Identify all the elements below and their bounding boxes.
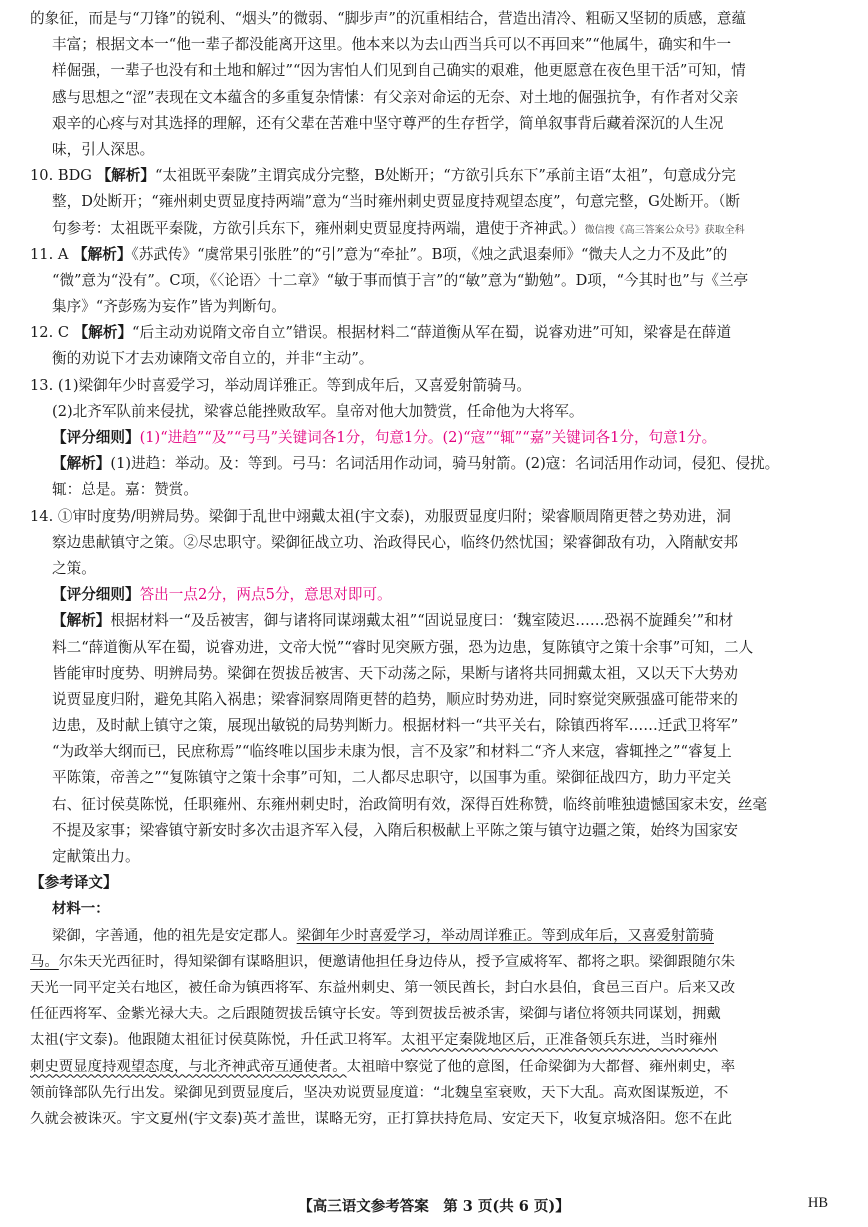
analysis-text: “太祖既平秦陇”主谓宾成分完整，B处断开；“方欲引兵东下”承前主语“太祖”，句意成分完 xyxy=(154,167,736,185)
text-line: (2)北齐军队前来侵扰，梁睿总能挫败敌军。皇帝对他大加赞赏，任命他为大将军。 xyxy=(52,402,584,420)
text-line: 边患，及时献上镇守之策，展现出敏锐的局势判断力。根据材料一“共平关右，除镇西将军……迁武卫将军” xyxy=(52,717,739,735)
text-line: 不提及家事；梁睿镇守新安时多次击退齐军入侵，入隋后积极献上平陈之策与镇守边疆之策，始终为国家安 xyxy=(52,821,738,839)
text-line xyxy=(30,216,838,242)
text-line: 味，引人深思。 xyxy=(52,140,155,158)
analysis-tag: 【解析】 xyxy=(73,324,133,342)
translation-text: 尔朱天光西征时，得知梁御有谋略胆识，便邀请他担任身边侍从，授予宣威将军、都将之职。梁御跟随尔朱 xyxy=(58,953,736,970)
text-line: 样倔强，一辈子也没有和土地和解过”“因为害怕人们见到自己确实的艰难，他更愿意在夜色里干活”可知，情 xyxy=(52,62,746,80)
scoring-tag: 【评分细则】 xyxy=(52,429,140,446)
text-line: 丰富；根据文本一“他一辈子都没能离开这里。他本来以为去山西当兵可以不再回来”“他属牛，确实和牛一 xyxy=(52,36,732,54)
analysis-text: 句参考：太祖既平秦陇，方欲引兵东下，雍州刺史贾显度持两端，遣使于齐神武。） xyxy=(52,219,585,237)
text-line: 感与思想之“涩”表现在文本蕴含的多重复杂情愫：有父亲对命运的无奈、对土地的倔强抗争，有作者对父亲 xyxy=(52,88,739,106)
reference-translation xyxy=(30,870,838,1132)
question-number: 10. BDG xyxy=(30,167,92,185)
text-line: 整，D处断开；“雍州刺史贾显度持两端”意为“当时雍州刺史贾显度持观望态度”，句意完整，G处断开。（断 xyxy=(52,193,741,211)
scoring-text: (1)“进趋”“及”“弓马”关键词各1分，句意1分。(2)“寇”“辄”“嘉”关键词各1分，句意1分。 xyxy=(139,429,717,446)
text-line: 艰辛的心疼与对其选择的理解，还有父辈在苦难中坚守尊严的生存哲学，简单叙事背后藏着深沉的人生况 xyxy=(52,114,724,132)
text-line: 说贾显度归附，避免其陷入祸患；梁睿洞察周隋更替的趋势，顺应时势劝进，同时察觉突厥强盛可能带来的 xyxy=(52,690,738,708)
underlined-text: 梁御年少时喜爱学习，举动周详雅正。等到成年后，又喜爱射箭骑 xyxy=(296,927,714,944)
scoring-text: 答出一点2分，两点5分，意思对即可。 xyxy=(139,586,392,604)
text-line: “为政举大纲而已，民庶称焉”“临终唯以国步未康为恨，言不及家”和材料二“齐人来寇，睿辄挫之”“睿复上 xyxy=(52,743,732,761)
text-line: 皆能审时度势、明辨局势。梁御在贺拔岳被害、天下动荡之际，果断与诸将共同拥戴太祖，又以天下大势劝 xyxy=(52,664,738,682)
translation-text: 梁御，字善通，他的祖先是安定郡人。 xyxy=(52,927,297,944)
translation-text: 太祖(宇文泰)。他跟随太祖征讨侯莫陈悦，升任武卫将军。 xyxy=(30,1032,401,1049)
question-11-answer xyxy=(30,242,838,321)
analysis-tag: 【解析】 xyxy=(73,245,132,263)
analysis-text: 根据材料一“及岳被害，御与诸将同谋翊戴太祖”“固说显度曰：‘魏室陵迟……恐祸不旋踵矣’”和材 xyxy=(110,612,734,630)
question-10-answer xyxy=(30,163,838,242)
translation-text: 太祖暗中察觉了他的意图，任命梁御为大都督、雍州刺史，率 xyxy=(346,1058,736,1075)
question-14-answer xyxy=(30,504,838,871)
footer-page-info: 【高三语文参考答案 第 3 页(共 6 页)】 xyxy=(298,1198,570,1215)
text-line: 辄：总是。嘉：赞赏。 xyxy=(52,481,198,499)
text-line: “微”意为“没有”。C项，《〈论语〉十二章》“敏于事而慎于言”的“敏”意为“勤勉”。D项，“今其时也”与《兰亭 xyxy=(52,271,749,289)
wavy-underlined-text: 刺史贾显度持观望态度，与北齐神武帝互通使者。 xyxy=(30,1058,347,1075)
section-heading: 【参考译文】 xyxy=(30,874,118,892)
text-line: 右、征讨侯莫陈悦，任职雍州、东雍州刺史时，治政简明有效，深得百姓称赞，临终前唯独遗憾国家未安，丝毫 xyxy=(52,795,768,813)
question-number: 12. C xyxy=(30,324,70,342)
text-line xyxy=(30,451,838,477)
text-line: 定献策出力。 xyxy=(52,848,140,865)
question-number: 11. A xyxy=(30,245,69,263)
text-line: 集序》“齐彭殇为妄作”皆为判断句。 xyxy=(52,298,286,316)
text-line xyxy=(30,949,838,975)
question-12-answer xyxy=(30,320,838,372)
analysis-text: “后主动劝说隋文帝自立”错误。根据材料二“薛道衡从军在蜀，说睿劝进”可知，梁睿是在薛道 xyxy=(132,324,732,342)
text-line xyxy=(30,923,838,949)
analysis-text: (1)进趋：举动。及：等到。弓马：名词活用作动词，骑马射箭。(2)寇：名词活用作动词，侵犯、侵扰。 xyxy=(110,455,780,473)
text-line xyxy=(30,608,838,634)
text-line: 天光一同平定关右地区，被任命为镇西将军、东益州刺史、第一领民酋长，封白水县伯，食邑三百户。后来又改 xyxy=(30,979,736,996)
analysis-tag: 【解析】 xyxy=(52,455,111,473)
footer-code: HB xyxy=(807,1195,828,1211)
text-line: 平陈策，帝善之”“复陈镇守之策十余事”可知，二人都尽忠职守，以国事为重。梁御征战四方，助力平定关 xyxy=(52,769,732,787)
question-13-answer xyxy=(30,373,838,504)
promo-note: 微信搜《高三答案公众号》获取全科 xyxy=(584,224,745,236)
analysis-text: 《苏武传》“虞常果引张胜”的“引”意为“牵扯”。B项，《烛之武退秦师》“微夫人之力不及此”的 xyxy=(131,245,728,263)
text-line: 久就会被诛灭。宇文夏州(宇文泰)英才盖世，谋略无穷，正打算扶持危局、安定天下，收复京城洛阳。您不在此 xyxy=(30,1110,732,1127)
wavy-underlined-text: 太祖平定秦陇地区后，正准备领兵东进，当时雍州 xyxy=(401,1032,718,1049)
material-label: 材料一： xyxy=(52,901,110,918)
text-line: 之策。 xyxy=(52,559,96,577)
text-line: 任征西将军、金紫光禄大夫。之后跟随贺拔岳镇守长安。等到贺拔岳被杀害，梁御与诸位将领共同谋划，拥戴 xyxy=(30,1006,721,1023)
text-line xyxy=(30,1054,838,1080)
page-footer xyxy=(0,1195,868,1221)
text-line: 领前锋部队先行出发。梁御见到贾显度后，坚决劝说贾显度道：“北魏皇室衰败，天下大乱。高欢图谋叛逆，不 xyxy=(30,1084,729,1101)
text-line: 14. ①审时度势/明辨局势。梁御于乱世中翊戴太祖(宇文泰)，劝服贾显度归附；梁睿顺周隋更替之势劝进，洞 xyxy=(30,507,731,525)
text-line: 13. (1)梁御年少时喜爱学习，举动周详雅正。等到成年后，又喜爱射箭骑马。 xyxy=(30,376,531,394)
underlined-text: 马。 xyxy=(30,953,59,970)
text-line: 衡的劝说下才去劝谏隋文帝自立的，并非“主动”。 xyxy=(52,350,374,368)
text-line xyxy=(30,425,838,451)
text-line: 察边患献镇守之策。②尽忠职守。梁御征战立功、治政得民心，临终仍然忧国；梁睿御敌有功，入隋献安邦 xyxy=(52,533,738,551)
text-line xyxy=(30,242,838,268)
text-line xyxy=(30,320,838,346)
analysis-tag: 【解析】 xyxy=(96,167,155,185)
text-line: 的象征，而是与“刀锋”的锐利、“烟头”的微弱、“脚步声”的沉重相结合，营造出清冷、粗砺又坚韧的质感，意蕴 xyxy=(30,10,747,27)
text-line xyxy=(30,163,838,189)
previous-answer-continuation xyxy=(30,6,838,163)
analysis-tag: 【解析】 xyxy=(52,612,111,630)
scoring-tag: 【评分细则】 xyxy=(52,586,140,604)
text-line: 料二“薛道衡从军在蜀，说睿劝进，文帝大悦”“睿时见突厥方强，恐为边患，复陈镇守之策十余事”可知，二人 xyxy=(52,638,754,656)
text-line xyxy=(30,582,838,608)
text-line xyxy=(30,1027,838,1053)
